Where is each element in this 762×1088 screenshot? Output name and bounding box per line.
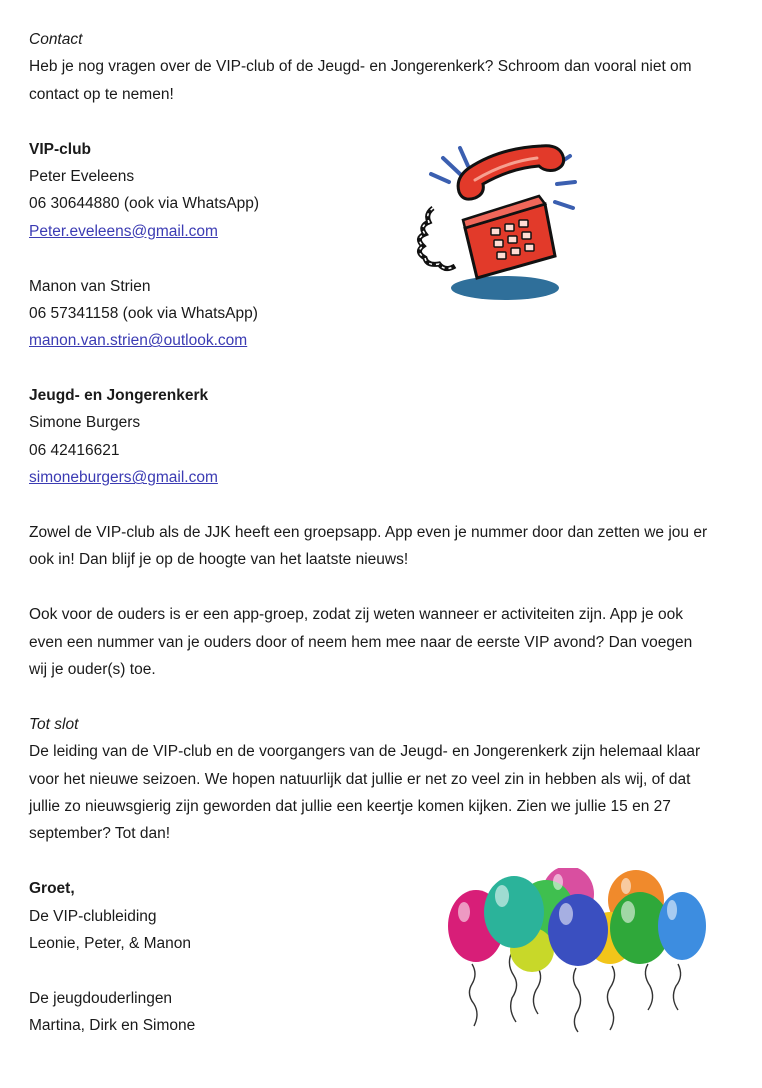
contact-intro-line: Heb je nog vragen over de VIP-club of de Jeugd- en Jongerenkerk? Schroom dan vooral niet om bbox=[29, 58, 692, 76]
ouders-paragraph-line: even een nummer van je ouders door of neem hem mee naar de eerste VIP avond? Dan voegen bbox=[29, 633, 693, 651]
tot-slot-heading: Tot slot bbox=[29, 715, 79, 733]
email-link-peter[interactable]: Peter.eveleens@gmail.com bbox=[29, 222, 218, 240]
contact-name: Peter Eveleens bbox=[29, 167, 135, 185]
contact-phone: 06 57341158 (ook via WhatsApp) bbox=[29, 304, 258, 322]
tot-slot-paragraph-line: De leiding van de VIP-club en de voorgangers van de Jeugd- en Jongerenkerk zijn helemaal klaar bbox=[29, 743, 701, 761]
groepsapp-paragraph-line: Zowel de VIP-club als de JJK heeft een groepsapp. App even je nummer door dan zetten we jou er bbox=[29, 524, 708, 542]
tot-slot-paragraph-line: jullie zo nieuwsgierig zijn geworden dat jullie een keertje komen kijken. Zien we jullie 15 en 27 bbox=[29, 797, 671, 815]
tot-slot-paragraph-line: voor het nieuwe seizoen. We hopen natuurlijk dat jullie er net zo veel zin in hebben als wij, of dat bbox=[29, 770, 691, 788]
contact-intro-line: contact op te nemen! bbox=[29, 85, 174, 103]
ouders-paragraph-line: Ook voor de ouders is er een app-groep, zodat zij weten wanneer er activiteiten zijn. App je ook bbox=[29, 606, 683, 624]
signature-title: De VIP-clubleiding bbox=[29, 907, 157, 925]
contact-name: Simone Burgers bbox=[29, 414, 141, 432]
contact-phone: 06 42416621 bbox=[29, 441, 120, 459]
telephone-icon bbox=[405, 136, 580, 306]
signature-title: De jeugdouderlingen bbox=[29, 989, 173, 1007]
groet-heading: Groet, bbox=[29, 880, 75, 898]
vip-club-heading: VIP-club bbox=[29, 140, 92, 158]
ouders-paragraph-line: wij je ouder(s) toe. bbox=[29, 660, 156, 678]
contact-name: Manon van Strien bbox=[29, 277, 151, 295]
email-link-simone[interactable]: simoneburgers@gmail.com bbox=[29, 469, 218, 487]
groepsapp-paragraph-line: ook in! Dan blijf je op de hoogte van het laatste nieuws! bbox=[29, 551, 409, 569]
jjk-heading: Jeugd- en Jongerenkerk bbox=[29, 387, 209, 405]
contact-heading: Contact bbox=[29, 31, 83, 48]
contact-phone: 06 30644880 (ook via WhatsApp) bbox=[29, 195, 260, 213]
balloons-icon bbox=[442, 868, 714, 1044]
email-link-manon[interactable]: manon.van.strien@outlook.com bbox=[29, 332, 248, 350]
tot-slot-paragraph-line: september? Tot dan! bbox=[29, 825, 171, 843]
signature-names: Leonie, Peter, & Manon bbox=[29, 934, 192, 952]
signature-names: Martina, Dirk en Simone bbox=[29, 1017, 196, 1035]
